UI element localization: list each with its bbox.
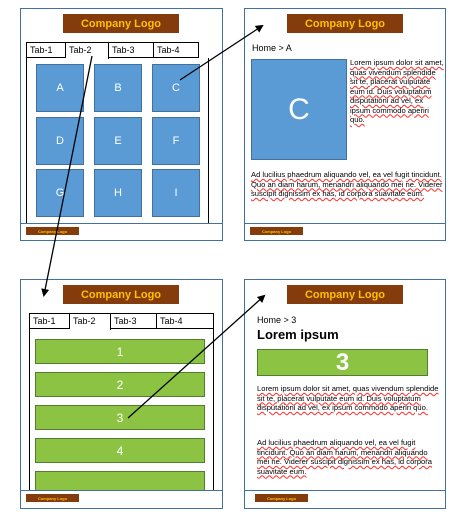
breadcrumb[interactable]: Home > 3	[257, 315, 297, 325]
tab-2[interactable]: Tab-2	[66, 42, 109, 59]
detail-bar: 3	[257, 349, 428, 376]
tab-3[interactable]: Tab-3	[109, 42, 154, 58]
list-bar[interactable]: 4	[35, 438, 205, 463]
tab-4[interactable]: Tab-4	[154, 42, 199, 58]
grid-tile[interactable]: F	[152, 117, 200, 165]
list-bar[interactable]: 3	[35, 405, 205, 430]
grid-tile[interactable]: B	[94, 64, 142, 112]
breadcrumb[interactable]: Home > A	[252, 43, 292, 53]
side-text: Lorem ipsum dolor sit amet, quas vivendum splendide sit te, placerat vulputate eum id. Duis voluptatum disputationi ad vel, ex ipsum commodo aperiri quo.	[350, 58, 444, 124]
company-logo: Company Logo	[63, 285, 179, 304]
list-bar[interactable]: 1	[35, 339, 205, 364]
body-text-1: Lorem ipsum dolor sit amet, quas vivendum splendide sit te, placerat vulputate eum id. Duis voluptatum disputationi ad vel, ex ipsum commodo aperiri quo.	[257, 384, 439, 412]
grid-tile[interactable]: A	[36, 64, 84, 112]
flow-arrow	[128, 296, 264, 418]
grid-tile[interactable]: D	[36, 117, 84, 165]
tab-1[interactable]: Tab-1	[29, 313, 70, 329]
tab-3[interactable]: Tab-3	[111, 313, 157, 329]
grid-tile[interactable]: E	[94, 117, 142, 165]
footer-logo: Company Logo	[250, 227, 303, 235]
footer-logo: Company Logo	[26, 494, 79, 502]
grid-tile[interactable]: C	[152, 64, 200, 112]
list-bar[interactable]: 2	[35, 372, 205, 397]
detail-tile: C	[251, 59, 347, 160]
tab-1[interactable]: Tab-1	[26, 42, 66, 58]
footer-logo: Company Logo	[26, 227, 79, 235]
tab-4[interactable]: Tab-4	[157, 313, 214, 329]
body-text-2: Ad lucilius phaedrum aliquando vel, ea vel fugit tincidunt. Quo an diam harum, menandri aliquando mei ne. Viderer suscipit dignissim ex has, id corpora suavitate eum.	[257, 438, 433, 476]
footer-logo: Company Logo	[255, 494, 308, 502]
grid-tile[interactable]: I	[152, 169, 200, 217]
company-logo: Company Logo	[287, 14, 403, 33]
grid-tile[interactable]: G	[36, 169, 84, 217]
flow-arrow	[180, 26, 262, 80]
page-heading: Lorem ipsum	[257, 327, 339, 342]
body-text: Ad lucilius phaedrum aliquando vel, ea vel fugit tincidunt. Quo an diam harum, menandri aliquando mei ne. Viderer suscipit dignissim ex has, id corpora suavitate eum.	[251, 170, 443, 198]
company-logo: Company Logo	[63, 14, 179, 33]
grid-tile[interactable]: H	[94, 169, 142, 217]
company-logo: Company Logo	[287, 285, 403, 304]
flow-arrow	[44, 56, 92, 295]
tab-2[interactable]: Tab-2	[70, 313, 111, 330]
